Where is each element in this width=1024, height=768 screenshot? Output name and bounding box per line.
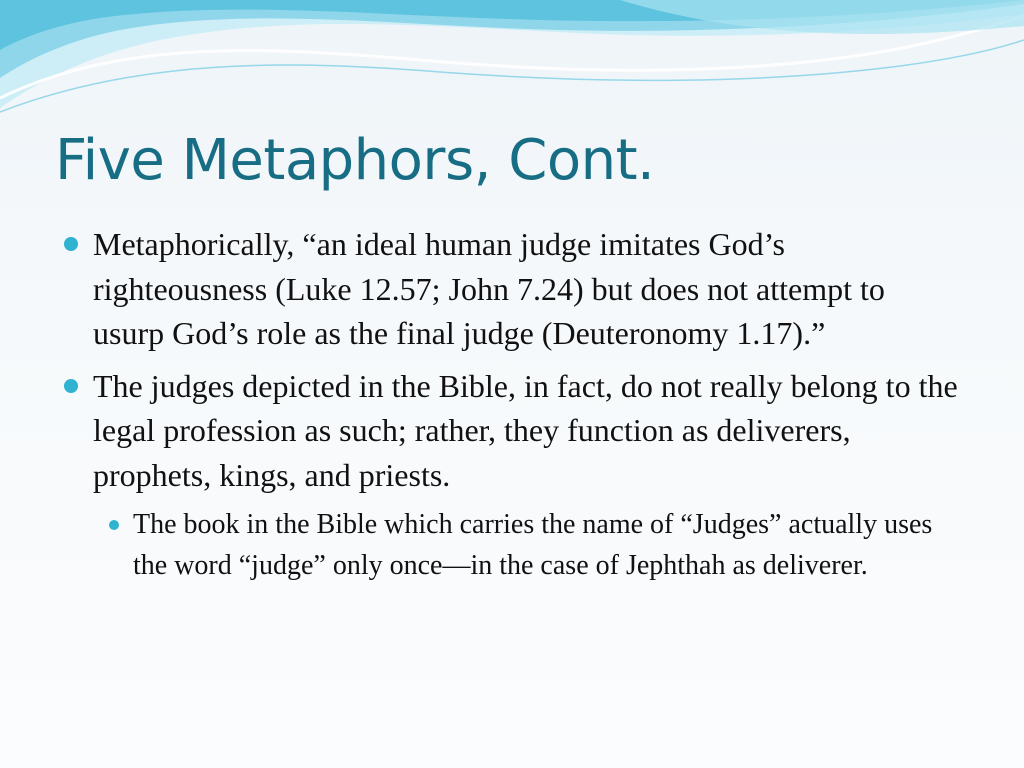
bullet-icon [64,379,78,393]
sub-bullet-item [133,505,960,586]
bullet-item [60,364,960,498]
bullet-text: The judges depicted in the Bible, in fact, do not really belong to the legal profession as such; rather, they function as deliverers, prophets, kings, and priests. [93,367,958,493]
bullet-icon [64,237,78,251]
sub-bullet-icon [109,520,119,530]
decorative-wave-banner [0,0,1024,130]
bullet-list [60,222,960,586]
bullet-text: Metaphorically, “an ideal human judge imitates God’s righteousness (Luke 12.57; John 7.24) but does not attempt to usurp God’s role as the final judge (Deuteronomy 1.17).” [93,226,885,351]
slide-title: Five Metaphors, Cont. [55,128,655,193]
bullet-item [60,222,960,356]
sub-bullet-text: The book in the Bible which carries the name of “Judges” actually uses the word “judge” only once—in the case of Jephthah as deliverer. [133,509,933,581]
